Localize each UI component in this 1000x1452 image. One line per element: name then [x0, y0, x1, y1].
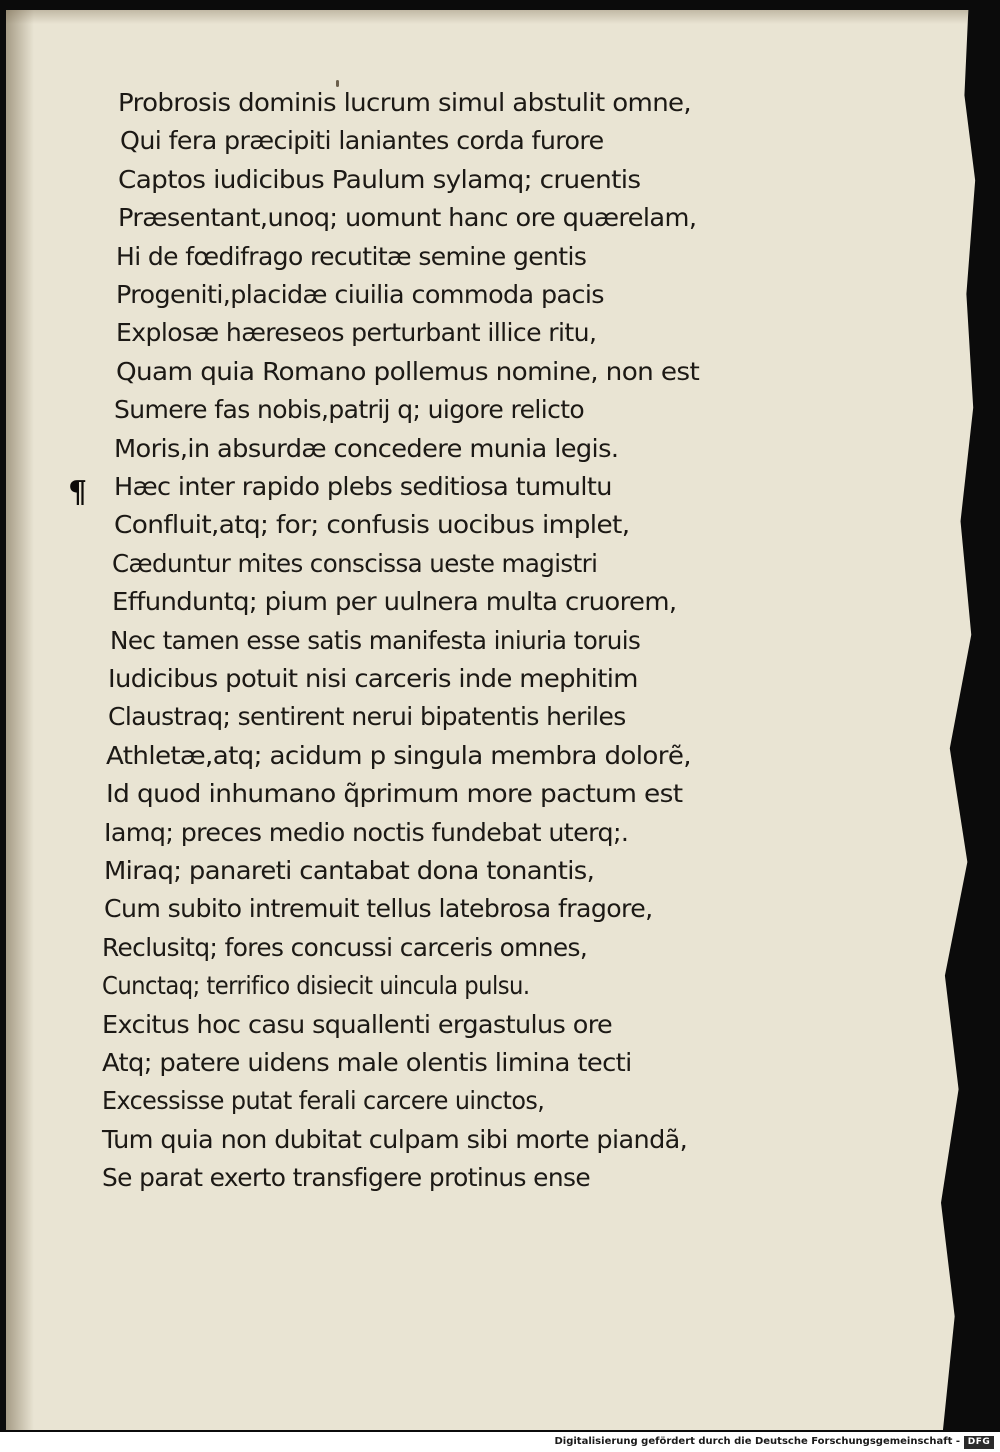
verse-line: Excitus hoc casu squallenti ergastulus ore — [102, 1009, 613, 1039]
verse-line: Athletæ,atq; acidum p singula membra dolorẽ, — [106, 740, 691, 770]
dfg-logo: DFG — [964, 1436, 994, 1449]
verse-line: Cunctaq; terrifico disiecit uincula pulsu. — [102, 971, 530, 1001]
verse-line: Quam quia Romano pollemus nomine, non est — [116, 356, 700, 386]
verse-line: Effunduntq; pium per uulnera multa cruorem, — [112, 587, 677, 617]
footer-bar — [0, 1432, 1000, 1452]
verse-line: Atq; patere uidens male olentis limina tecti — [102, 1048, 632, 1077]
verse-line: Iudicibus potuit nisi carceris inde mephitim — [108, 664, 638, 693]
verse-line: Explosæ hæreseos perturbant illice ritu, — [116, 318, 597, 348]
verse-line: Moris,in absurdæ concedere munia legis. — [114, 433, 619, 463]
verse-line: Cæduntur mites conscissa ueste magistri — [112, 548, 598, 578]
verse-line: Se parat exerto transfigere protinus ense — [102, 1163, 591, 1193]
funding-credit: Digitalisierung gefördert durch die Deutsche Forschungsgemeinschaft - — [554, 1436, 960, 1447]
verse-line: Captos iudicibus Paulum sylamq; cruentis — [118, 164, 641, 194]
verse-line: Id quod inhumano q̃primum more pactum est — [106, 779, 683, 809]
verse-line: Cum subito intremuit tellus latebrosa fragore, — [104, 894, 653, 924]
verse-line: Hæc inter rapido plebs seditiosa tumultu — [114, 472, 612, 501]
verse-line: Qui fera præcipiti laniantes corda furore — [120, 126, 604, 156]
paragraph-mark: ¶ — [68, 475, 88, 510]
verse-line: Iamq; preces medio noctis fundebat uterq;. — [104, 817, 629, 847]
verse-line: Nec tamen esse satis manifesta iniuria toruis — [110, 625, 641, 655]
verse-line: Reclusitq; fores concussi carceris omnes, — [102, 932, 588, 962]
verse-line: Præsentant,unoq; uomunt hanc ore quærelam, — [118, 203, 697, 233]
verse-line: Miraq; panareti cantabat dona tonantis, — [104, 856, 595, 885]
verse-line: Sumere fas nobis,patrij q; uigore relicto — [114, 395, 585, 425]
verse-line: Claustraq; sentirent nerui bipatentis heriles — [108, 702, 626, 732]
verse-line: Tum quia non dubitat culpam sibi morte piandã, — [102, 1124, 688, 1154]
verse-line: Probrosis dominis lucrum simul abstulit omne, — [118, 88, 692, 117]
verse-line: Excessisse putat ferali carcere uinctos, — [102, 1086, 545, 1116]
verse-line: Progeniti,placidæ ciuilia commoda pacis — [116, 280, 604, 309]
verse-line: Hi de fœdifrago recutitæ semine gentis — [116, 241, 587, 271]
verse-line: Confluit,atq; for; confusis uocibus implet, — [114, 510, 630, 540]
